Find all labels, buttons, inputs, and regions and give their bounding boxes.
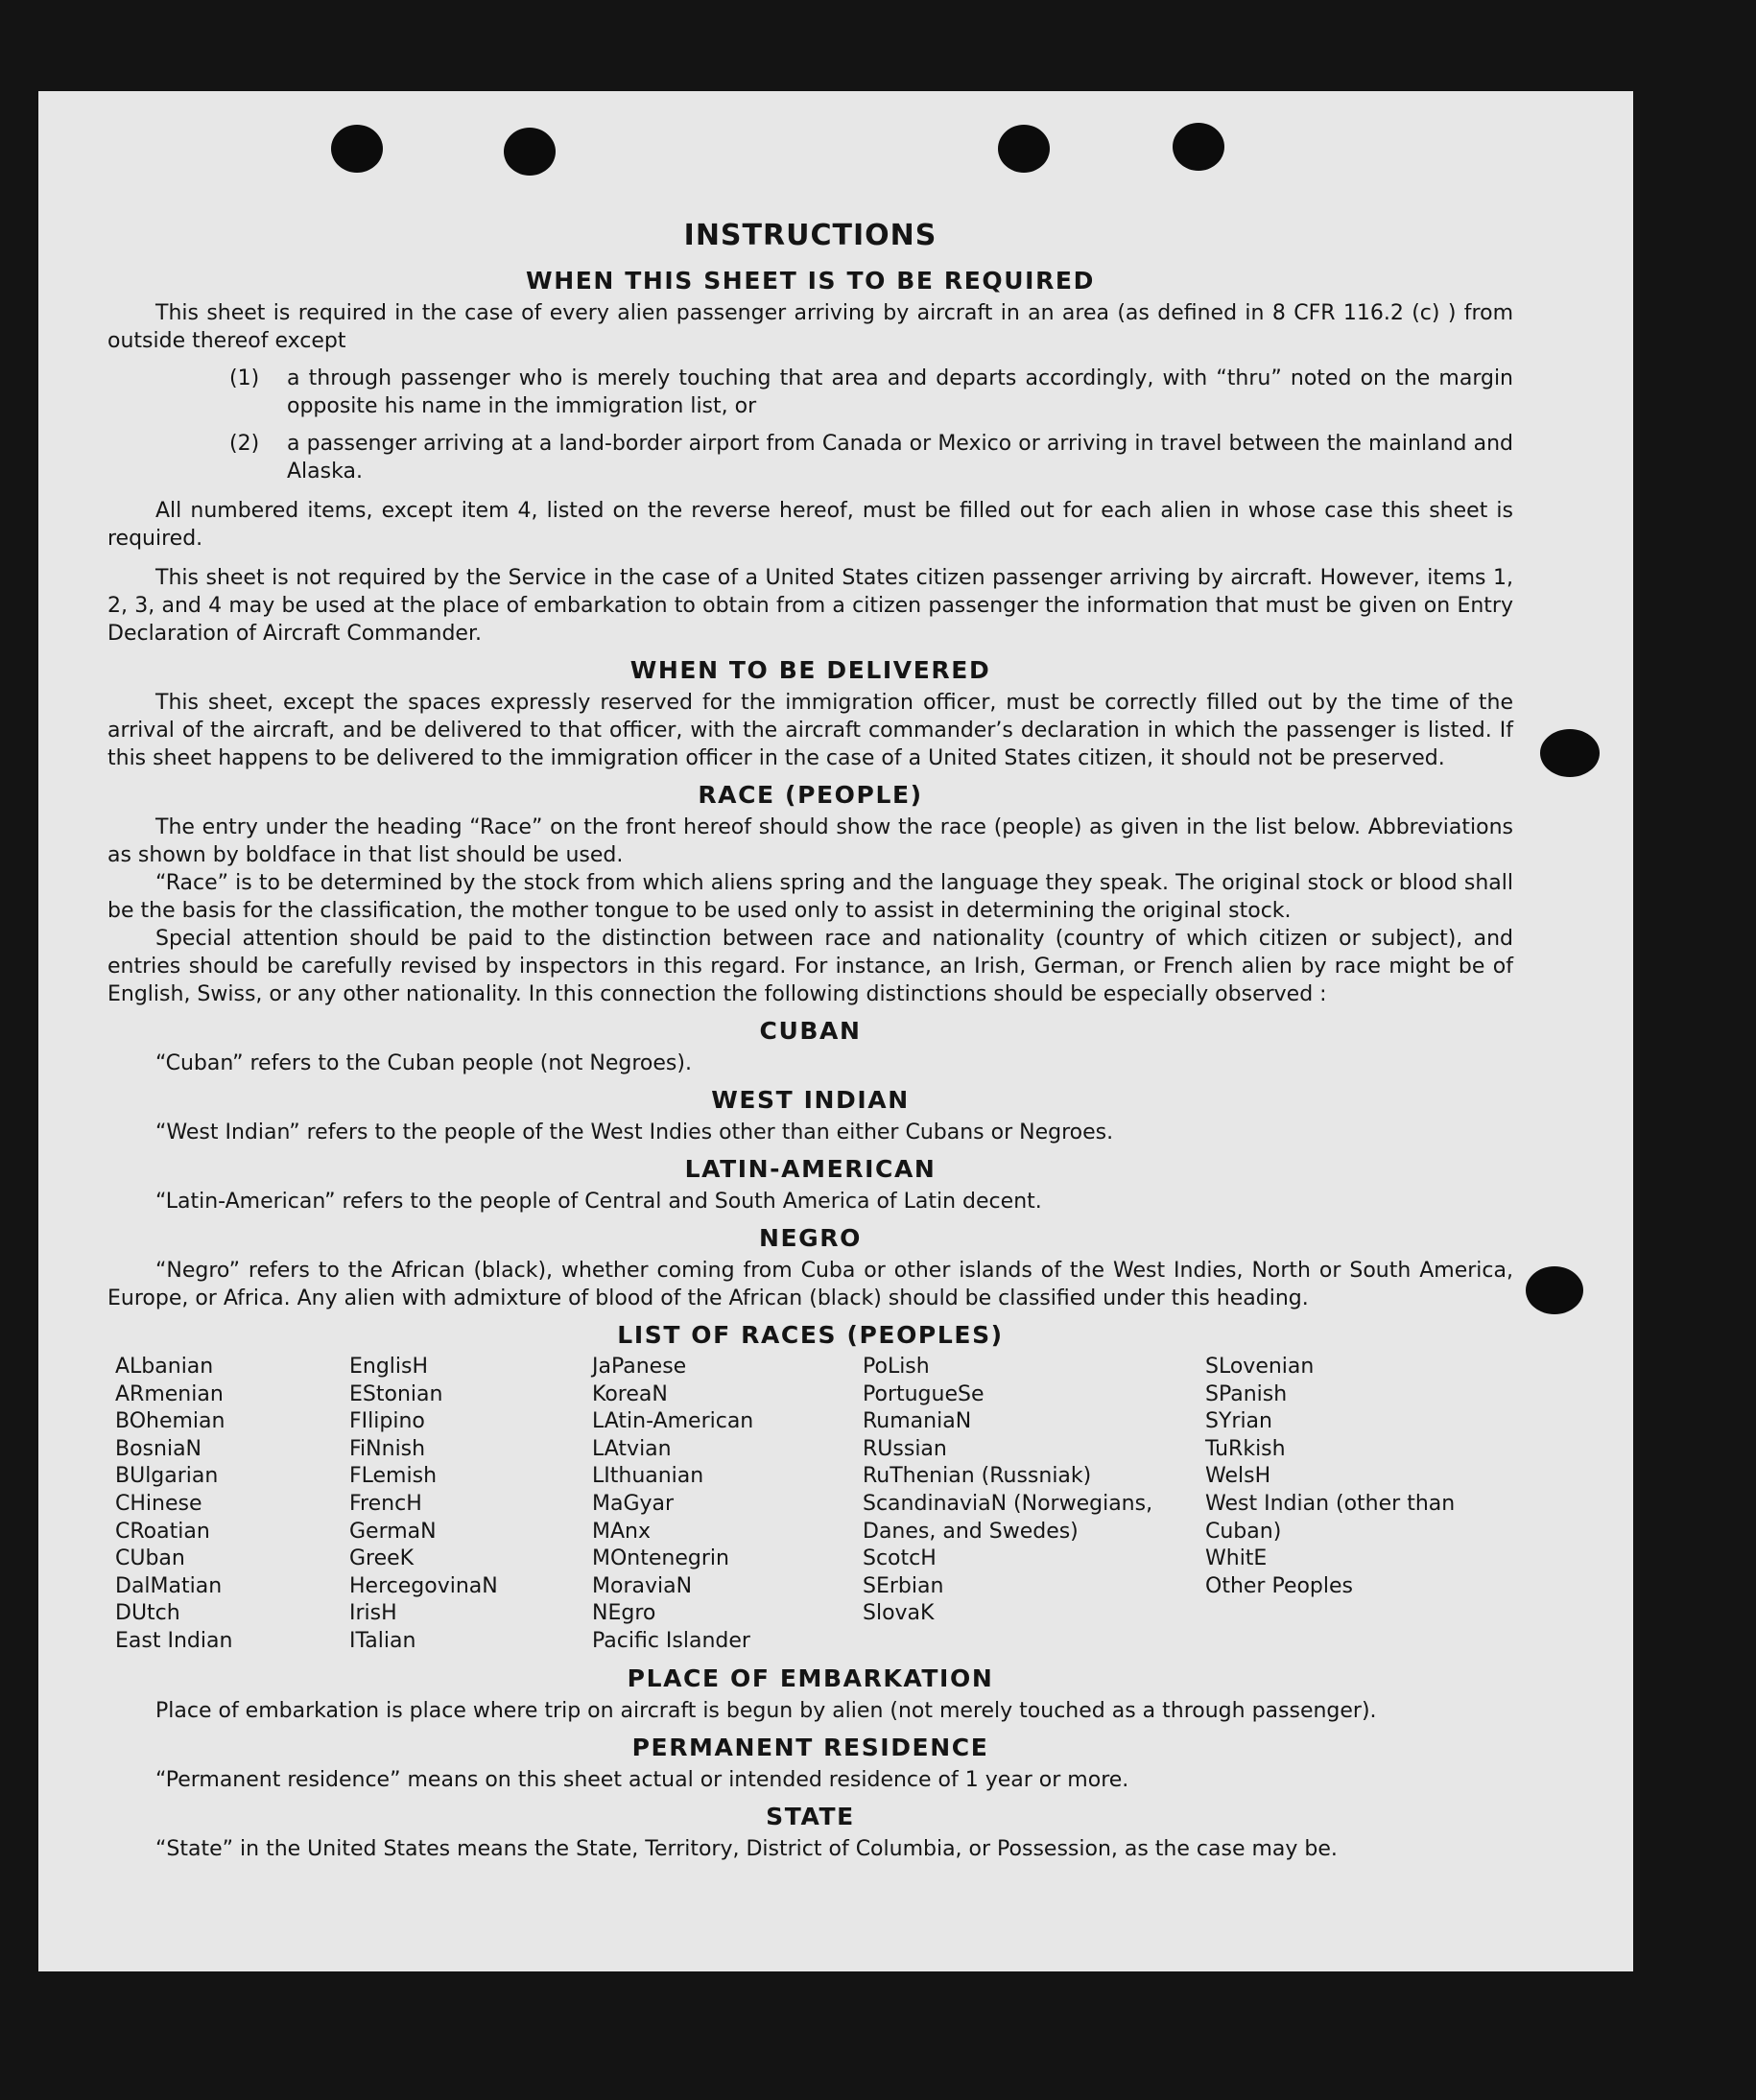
paragraph-residence: “Permanent residence” means on this sheet actual or intended residence of 1 year or more. xyxy=(155,1767,1129,1792)
race-item: LIthuanian xyxy=(592,1464,704,1489)
punch-hole xyxy=(1526,1266,1583,1314)
race-item: RUssian xyxy=(863,1436,947,1461)
race-item: ScotcH xyxy=(863,1546,937,1571)
race-item: DUtch xyxy=(115,1601,180,1626)
paragraph-latin-american: “Latin-American” refers to the people of Central and South America of Latin decent. xyxy=(155,1190,1042,1214)
race-item: FrencH xyxy=(349,1491,422,1516)
race-item: GreeK xyxy=(349,1546,415,1571)
item-number: (2) xyxy=(229,432,260,456)
race-item: LAtin-American xyxy=(592,1409,754,1434)
race-item: Pacific Islander xyxy=(592,1628,750,1653)
race-item: SlovaK xyxy=(863,1601,935,1626)
race-item: HercegovinaN xyxy=(349,1573,498,1598)
heading-when-required: WHEN THIS SHEET IS TO BE REQUIRED xyxy=(526,267,1095,295)
race-item: NEgro xyxy=(592,1601,656,1626)
race-item: CRoatian xyxy=(115,1519,210,1544)
race-item: SLovenian xyxy=(1205,1355,1315,1379)
race-item: BosniaN xyxy=(115,1436,202,1461)
heading-negro: NEGRO xyxy=(758,1224,863,1252)
race-column-3 xyxy=(592,1354,863,1656)
race-item: KoreaN xyxy=(592,1381,668,1406)
heading-cuban: CUBAN xyxy=(759,1017,862,1045)
race-item: CHinese xyxy=(115,1491,202,1516)
race-item: SPanish xyxy=(1205,1381,1288,1406)
race-column-2 xyxy=(349,1354,592,1656)
heading-latin-american: LATIN-AMERICAN xyxy=(684,1155,937,1183)
race-item: MOntenegrin xyxy=(592,1546,729,1571)
paragraph-not-required: This sheet is not required by the Service in the case of a United States citizen passenger arriving by aircraft. However, items 1, 2, 3, and 4 may be used at the place of embarkation to obtain from a citizen passenger the information that must be given on Entry Declaration of Aircraft Commander. xyxy=(107,566,1513,646)
paragraph-numbered-items: All numbered items, except item 4, listed on the reverse hereof, must be filled out for each alien in whose case this sheet is required. xyxy=(107,499,1513,551)
heading-when-delivered: WHEN TO BE DELIVERED xyxy=(629,656,991,684)
item-number: (1) xyxy=(229,366,260,390)
exception-item-2 xyxy=(229,430,1513,485)
paragraph-race-2: “Race” is to be determined by the stock from which aliens spring and the language they speak. The original stock or blood shall be the basis for the classification, the mother tongue to be used only to assist in determining the original stock. xyxy=(107,871,1513,923)
page-title: INSTRUCTIONS xyxy=(683,219,937,252)
race-item: Other Peoples xyxy=(1205,1573,1354,1598)
paragraph-embarkation: Place of embarkation is place where trip on aircraft is begun by alien (not merely touched as a through passenger). xyxy=(155,1698,1377,1723)
race-item: WhitE xyxy=(1205,1546,1268,1571)
paragraph-west-indian: “West Indian” refers to the people of the West Indies other than either Cubans or Negroes. xyxy=(155,1121,1114,1144)
race-item: LAtvian xyxy=(592,1436,672,1461)
race-item: FiNnish xyxy=(349,1436,426,1461)
race-item: FIlipino xyxy=(349,1409,425,1434)
race-item: West Indian (other than Cuban) xyxy=(1205,1491,1456,1544)
race-item: MAnx xyxy=(592,1519,651,1544)
race-item: ScandinaviaN (Norwegians, Danes, and Swedes) xyxy=(863,1491,1153,1544)
exception-item-1 xyxy=(229,365,1513,420)
race-item: RumaniaN xyxy=(863,1409,972,1434)
race-item: PortugueSe xyxy=(863,1381,985,1406)
heading-state: STATE xyxy=(766,1802,855,1830)
race-item: SErbian xyxy=(863,1573,944,1598)
paragraph-cuban: “Cuban” refers to the Cuban people (not Negroes). xyxy=(155,1051,692,1075)
race-item: ARmenian xyxy=(115,1381,224,1406)
punch-hole xyxy=(1540,729,1600,777)
paragraph-state: “State” in the United States means the State, Territory, District of Columbia, or Possession, as the case may be. xyxy=(155,1836,1338,1861)
heading-permanent-residence: PERMANENT RESIDENCE xyxy=(631,1733,989,1761)
race-item: East Indian xyxy=(115,1628,233,1653)
race-column-1 xyxy=(115,1354,349,1656)
race-item: FLemish xyxy=(349,1464,438,1489)
instructions-content xyxy=(107,127,1513,1863)
paragraph-race-3: Special attention should be paid to the distinction between race and nationality (country of which citizen or subject), and entries should be carefully revised by inspectors in this regard. For instance, an Irish, German, or French alien by race might be of English, Swiss, or any other nationality. In this connection the following distinctions should be especially observed : xyxy=(107,927,1513,1006)
paragraph-required: This sheet is required in the case of every alien passenger arriving by aircraft in an area (as defined in 8 CFR 116.2 (c) ) from outside thereof except xyxy=(107,301,1513,353)
heading-list-of-races: LIST OF RACES (PEOPLES) xyxy=(617,1321,1004,1349)
race-column-4 xyxy=(863,1354,1205,1656)
race-item: GermaN xyxy=(349,1519,437,1544)
paragraph-race-1: The entry under the heading “Race” on the front hereof should show the race (people) as given in the list below. Abbreviations as shown by boldface in that list should be used. xyxy=(107,815,1513,867)
race-item: EnglisH xyxy=(349,1355,429,1379)
race-item: PoLish xyxy=(863,1355,930,1379)
race-item: EStonian xyxy=(349,1381,443,1406)
race-item: BOhemian xyxy=(115,1409,225,1434)
race-item: CUban xyxy=(115,1546,185,1571)
race-item: DalMatian xyxy=(115,1573,223,1598)
race-item: SYrian xyxy=(1205,1409,1272,1434)
item-text: a passenger arriving at a land-border airport from Canada or Mexico or arriving in travel between the mainland and Alaska. xyxy=(287,432,1513,484)
item-text: a through passenger who is merely touching that area and departs accordingly, with “thru” noted on the margin opposite his name in the immigration list, or xyxy=(287,366,1513,418)
race-item: MaGyar xyxy=(592,1491,675,1516)
race-column-5 xyxy=(1205,1354,1493,1656)
heading-place-of-embarkation: PLACE OF EMBARKATION xyxy=(627,1663,994,1692)
paragraph-delivered: This sheet, except the spaces expressly reserved for the immigration officer, must be correctly filled out by the time of the arrival of the aircraft, and be delivered to that officer, with the aircraft commander’s declaration in which the passenger is listed. If this sheet happens to be delivered to the immigration officer in the case of a United States citizen, it should not be preserved. xyxy=(107,691,1513,770)
race-item: BUlgarian xyxy=(115,1464,219,1489)
race-item: JaPanese xyxy=(592,1355,687,1379)
race-item: ALbanian xyxy=(115,1355,214,1379)
race-item: MoraviaN xyxy=(592,1573,693,1598)
race-item: IrisH xyxy=(349,1601,397,1626)
race-item: WelsH xyxy=(1205,1464,1271,1489)
heading-west-indian: WEST INDIAN xyxy=(711,1086,910,1114)
paragraph-negro: “Negro” refers to the African (black), whether coming from Cuba or other islands of the West Indies, North or South America, Europe, or Africa. Any alien with admixture of blood of the African (black) should be classified under this heading. xyxy=(107,1259,1513,1310)
race-item: TuRkish xyxy=(1205,1436,1286,1461)
race-item: RuThenian (Russniak) xyxy=(863,1464,1092,1489)
heading-race: RACE (PEOPLE) xyxy=(698,781,923,809)
race-list xyxy=(115,1354,1513,1656)
race-item: ITalian xyxy=(349,1628,416,1653)
